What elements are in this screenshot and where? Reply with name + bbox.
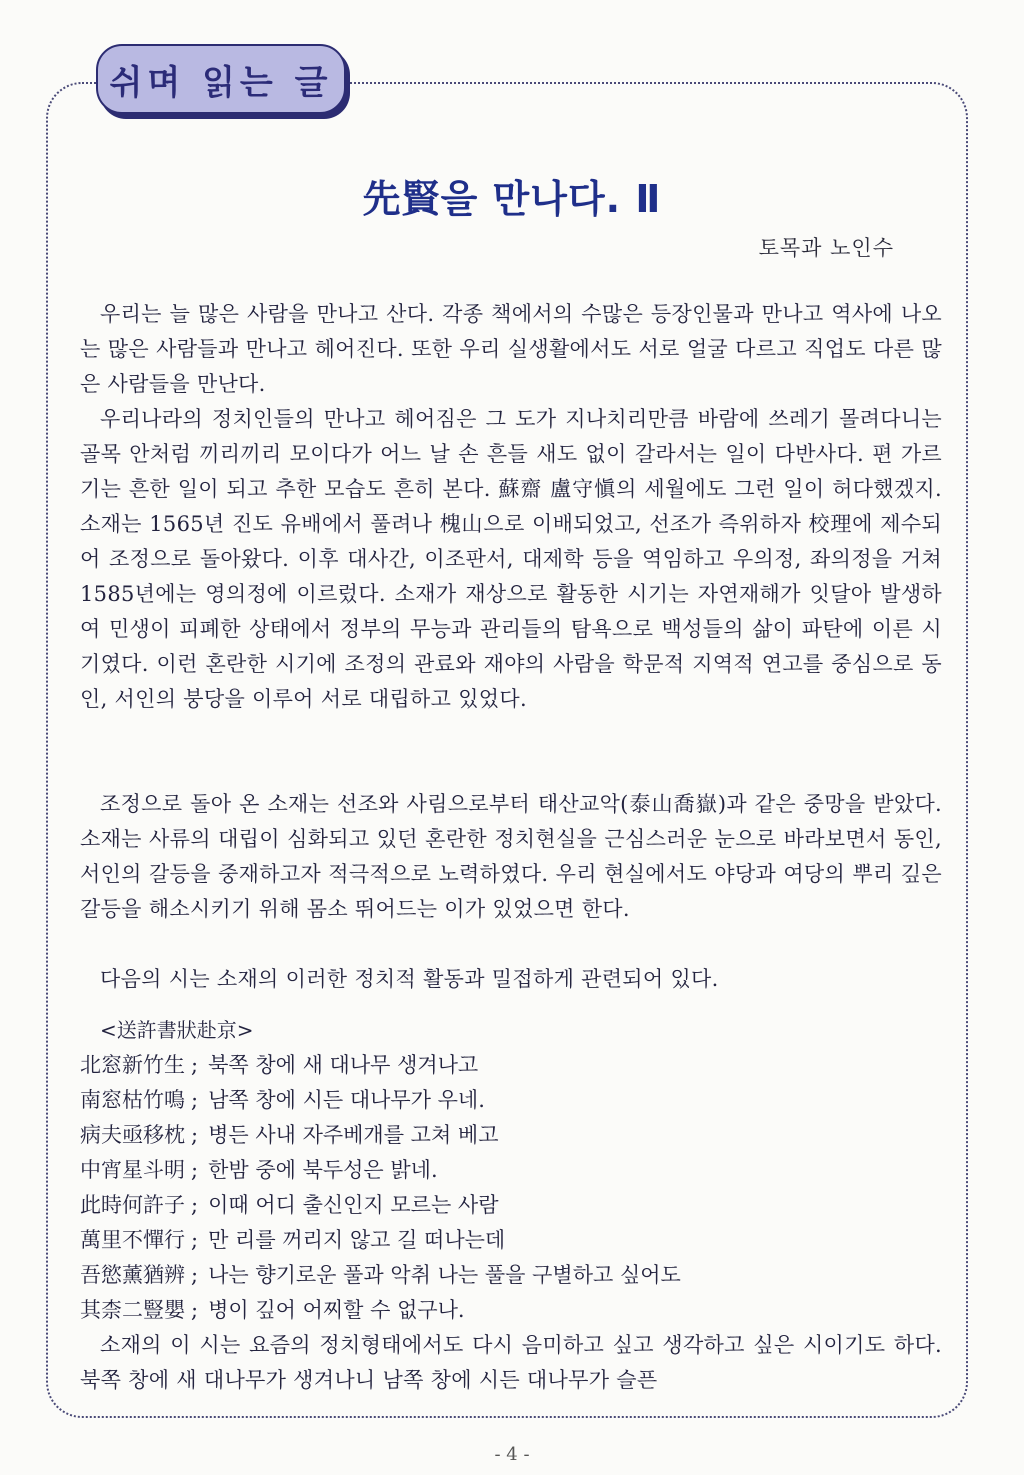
page-title: 先賢을 만나다. Ⅱ <box>362 177 662 221</box>
poem-korean: 나는 향기로운 풀과 악취 나는 풀을 구별하고 싶어도 <box>208 1263 681 1287</box>
section-badge: 쉬며 읽는 글 <box>96 44 346 114</box>
poem-separator: ; <box>191 1298 199 1322</box>
poem-line <box>80 1188 942 1223</box>
poem-line <box>80 1118 942 1153</box>
poem-line <box>80 1048 942 1083</box>
poem-heading: <送許書狀赴京> <box>100 1018 254 1042</box>
poem-korean: 이때 어디 출신인지 모르는 사람 <box>208 1193 499 1217</box>
poem-line <box>80 1083 942 1118</box>
poem-separator: ; <box>191 1088 199 1112</box>
poem-korean: 한밤 중에 북두성은 밝네. <box>208 1158 438 1182</box>
author-line: 토목과 노인수 <box>758 236 894 260</box>
poem-hanja: 中宵星斗明 <box>80 1158 185 1182</box>
poem-separator: ; <box>191 1123 199 1147</box>
poem-separator: ; <box>191 1193 199 1217</box>
poem-korean: 북쪽 창에 새 대나무 생겨나고 <box>208 1053 479 1077</box>
poem-separator: ; <box>191 1158 199 1182</box>
poem-hanja: 病夫亟移枕 <box>80 1123 185 1147</box>
poem-separator: ; <box>191 1228 199 1252</box>
poem-separator: ; <box>191 1053 199 1077</box>
paragraph-3: 조정으로 돌아 온 소재는 선조와 사림으로부터 태산교악(泰山喬嶽)과 같은 중망을 받았다. 소재는 사류의 대립이 심화되고 있던 혼란한 정치현실을 근심스러운 눈으로 바라보면서 동인, 서인의 갈등을 중재하고자 적극적으로 노력하였다. 우리 현실에서도 야당과 여당의 뿌리 깊은 갈등을 해소시키기 위해 몸소 뛰어드는 이가 있었으면 한다. <box>80 792 942 921</box>
poem-hanja: 北窓新竹生 <box>80 1053 185 1077</box>
poem-korean: 병든 사내 자주베개를 고쳐 베고 <box>208 1123 499 1147</box>
poem-separator: ; <box>191 1263 199 1287</box>
poem-korean: 남쪽 창에 시든 대나무가 우네. <box>208 1088 485 1112</box>
poem-line <box>80 1153 942 1188</box>
poem-line <box>80 1223 942 1258</box>
poem-line <box>80 1258 942 1293</box>
poem-korean: 병이 깊어 어찌할 수 없구나. <box>208 1298 465 1322</box>
closing-paragraph: 소재의 이 시는 요즘의 정치형태에서도 다시 음미하고 싶고 생각하고 싶은 시이기도 하다. 북쪽 창에 새 대나무가 생겨나니 남쪽 창에 시든 대나무가 슬픈 <box>80 1333 942 1392</box>
poem-lines <box>80 1048 942 1328</box>
poem-hanja: 南窓枯竹鳴 <box>80 1088 185 1112</box>
poem-korean: 만 리를 꺼리지 않고 길 떠나는데 <box>208 1228 506 1252</box>
paragraph-1: 우리는 늘 많은 사람을 만나고 산다. 각종 책에서의 수많은 등장인물과 만나고 역사에 나오는 많은 사람들과 만나고 헤어진다. 또한 우리 실생활에서도 서로 얼굴 다르고 직업도 다른 많은 사람들을 만난다. <box>80 302 942 396</box>
paragraph-2: 우리나라의 정치인들의 만나고 헤어짐은 그 도가 지나치리만큼 바람에 쓰레기 몰려다니는 골목 안처럼 끼리끼리 모이다가 어느 날 손 흔들 새도 없이 갈라서는 일이 다반사다. 편 가르기는 흔한 일이 되고 추한 모습도 흔히 본다. 蘇齋 盧守愼의 세월에도 그런 일이 허다했겠지. 소재는 1565년 진도 유배에서 풀려나 槐山으로 이배되었고, 선조가 즉위하자 校理에 제수되어 조정으로 돌아왔다. 이후 대사간, 이조판서, 대제학 등을 역임하고 우의정, 좌의정을 거쳐 1585년에는 영의정에 이르렀다. 소재가 재상으로 활동한 시기는 자연재해가 잇달아 발생하여 민생이 피폐한 상태에서 정부의 무능과 관리들의 탐욕으로 백성들의 삶이 파탄에 이른 시기였다. 이런 혼란한 시기에 조정의 관료와 재야의 사람을 학문적 지역적 연고를 중심으로 동인, 서인의 붕당을 이루어 서로 대립하고 있었다. <box>80 407 942 711</box>
poem-hanja: 其柰二豎嬰 <box>80 1298 185 1322</box>
poem-hanja: 吾慾薰猶辨 <box>80 1263 185 1287</box>
paragraph-4: 다음의 시는 소재의 이러한 정치적 활동과 밀접하게 관련되어 있다. <box>100 967 719 991</box>
poem-hanja: 此時何許子 <box>80 1193 185 1217</box>
poem-line <box>80 1293 942 1328</box>
page-number: - 4 - <box>494 1444 530 1465</box>
poem-hanja: 萬里不憚行 <box>80 1228 185 1252</box>
